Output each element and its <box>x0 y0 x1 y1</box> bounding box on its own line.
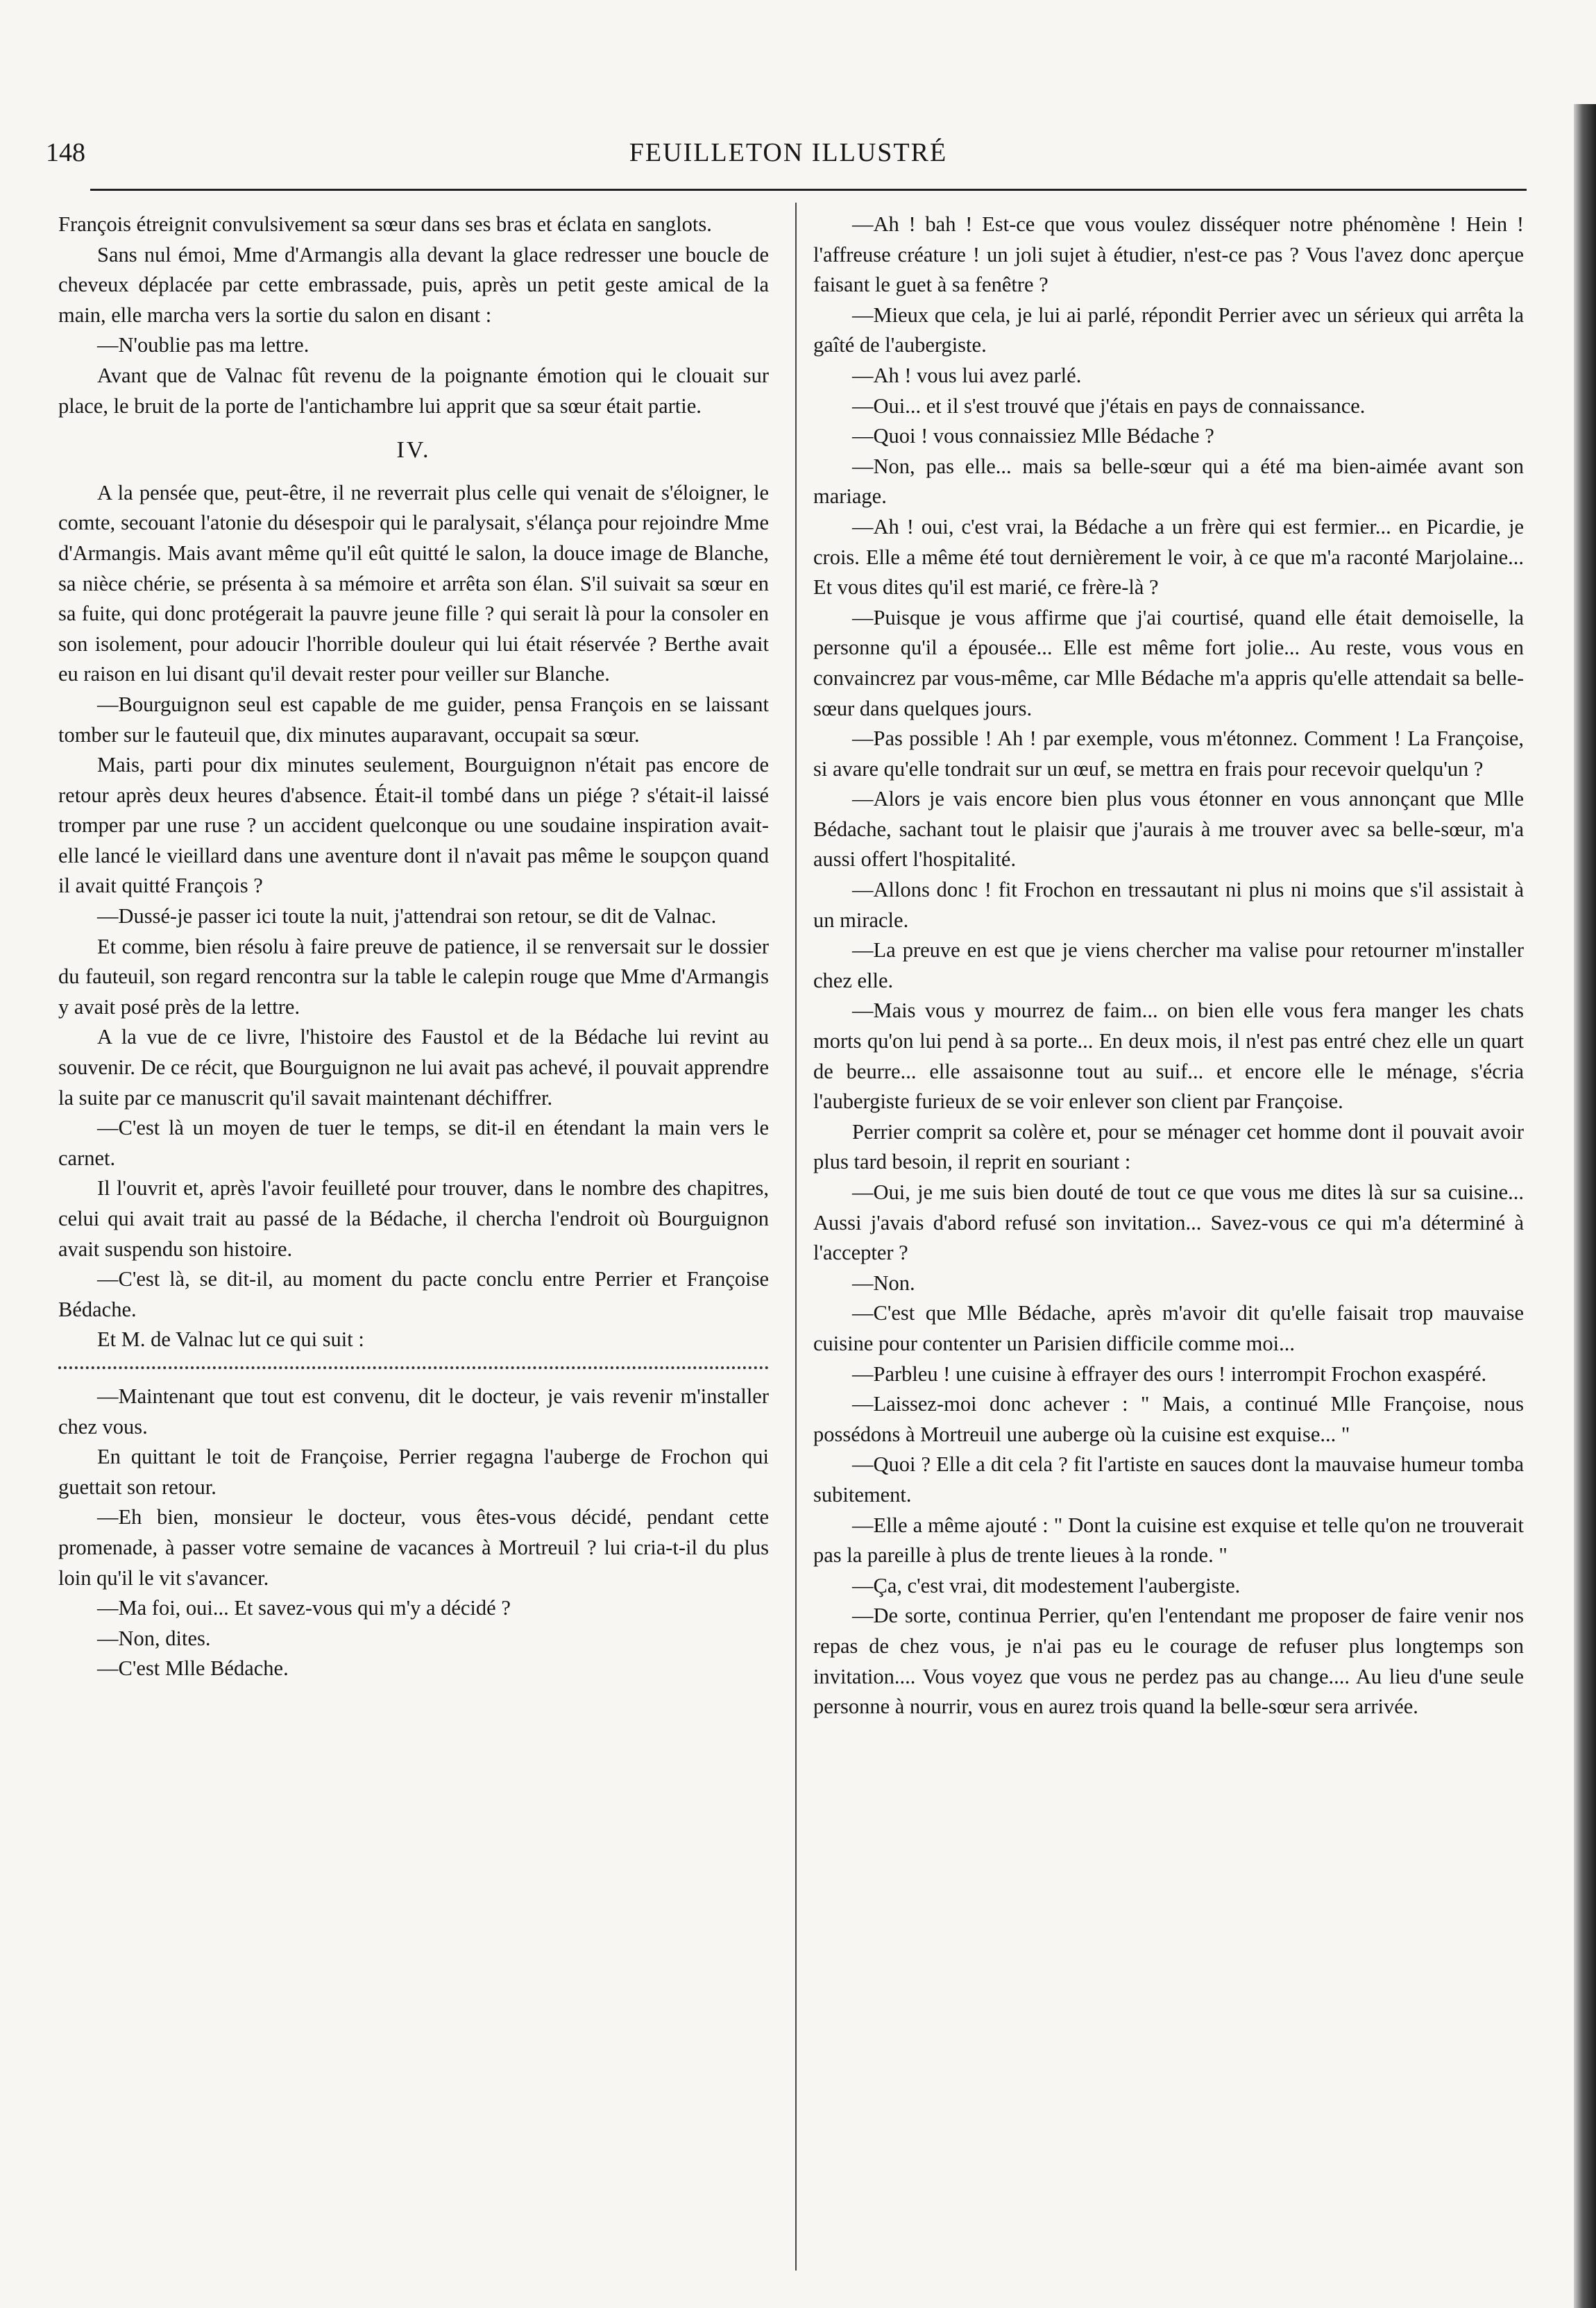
paragraph: —Mais vous y mourrez de faim... on bien elle vous fera manger les chats morts qu'on lui pend à sa porte... En deux mois, il n'est pas entré chez elle un quart de beurre... elle assaisonne tout au suif... et encore elle le ménage, s'écria l'aubergiste furieux de se voir enlever son client par Françoise. <box>813 999 1524 1114</box>
paragraph: —La preuve en est que je viens chercher ma valise pour retourner m'installer chez elle. <box>813 938 1524 992</box>
paragraph: —Ma foi, oui... Et savez-vous qui m'y a décidé ? <box>97 1596 511 1620</box>
paragraph: A la pensée que, peut-être, il ne reverrait plus celle qui venait de s'éloigner, le comte, secouant l'atonie du désespoir qui le paralysait, s'élança pour rejoindre Mme d'Armangis. Mais avant même qu'il eût quitté le salon, la douce image de Blanche, sa nièce chérie, se présenta à sa mémoire et arrêta son élan. S'il suivait sa sœur en sa fuite, qui donc protégerait la pauvre jeune fille ? qui serait là pour la consoler en son isolement, pour adoucir l'horrible douleur qui lui était réservée ? Berthe avait eu raison en lui disant qu'il devait rester pour veiller sur Blanche. <box>58 480 769 686</box>
paragraph: —Quoi ! vous connaissiez Mlle Bédache ? <box>852 424 1214 448</box>
paragraph: —De sorte, continua Perrier, qu'en l'entendant me proposer de faire venir nos repas de chez vous, je n'ai pas eu le courage de refuser plus longtemps son invitation.... Vous voyez que vous ne perdez pas au change.... Au lieu d'une seule personne à nourrir, vous en aurez trois quand la belle-sœur sera arrivée. <box>813 1604 1524 1719</box>
paragraph: —Mieux que cela, je lui ai parlé, répondit Perrier avec un sérieux qui arrêta la gaîté de l'aubergiste. <box>813 303 1524 357</box>
column-divider <box>795 203 797 2271</box>
paragraph: Perrier comprit sa colère et, pour se ménager cet homme dont il pouvait avoir plus tard besoin, il reprit en souriant : <box>813 1119 1524 1174</box>
paragraph: —Ça, c'est vrai, dit modestement l'aubergiste. <box>852 1573 1241 1597</box>
paragraph: Mais, parti pour dix minutes seulement, Bourguignon n'était pas encore de retour après deux heures d'absence. Était-il tombé dans un piége ? s'était-il laissé tromper par une ruse ? un accident quelconque ou une soudaine inspiration avait-elle lancé le vieillard dans une aventure dont il n'avait pas même le soupçon quand il avait quitté François ? <box>58 753 769 898</box>
paragraph: A la vue de ce livre, l'histoire des Faustol et de la Bédache lui revint au souvenir. De ce récit, que Bourguignon ne lui avait pas achevé, il pouvait apprendre la suite par ce manuscrit qu'il savait maintenant déchiffrer. <box>58 1025 769 1110</box>
paragraph: Sans nul émoi, Mme d'Armangis alla devant la glace redresser une boucle de cheveux déplacée par cette embrassade, puis, après un petit geste amical de la main, elle marcha vers la sortie du salon en disant : <box>58 242 769 327</box>
paragraph: —C'est que Mlle Bédache, après m'avoir dit qu'elle faisait trop mauvaise cuisine pour contenter un Parisien difficile comme moi... <box>813 1301 1524 1355</box>
paragraph: —Alors je vais encore bien plus vous étonner en vous annonçant que Mlle Bédache, sachant tout le plaisir que j'aurais à me trouver avec sa belle-sœur, m'a aussi offert l'hospitalité. <box>813 787 1524 872</box>
paragraph: —Ah ! vous lui avez parlé. <box>852 363 1082 387</box>
paragraph: —Non. <box>852 1271 915 1295</box>
header-rule <box>90 189 1527 191</box>
page-header <box>46 137 1531 179</box>
paragraph: —Laissez-moi donc achever : " Mais, a continué Mlle Françoise, nous possédons à Mortreuil une auberge où la cuisine est exquise... " <box>813 1392 1524 1446</box>
left-column <box>58 210 769 1684</box>
paragraph: Avant que de Valnac fût revenu de la poignante émotion qui le clouait sur place, le bruit de la porte de l'antichambre lui apprit que sa sœur était partie. <box>58 363 769 418</box>
scan-edge-shadow <box>1574 104 1596 2308</box>
paragraph: —N'oublie pas ma lettre. <box>97 333 309 357</box>
paragraph: —Oui... et il s'est trouvé que j'étais en pays de connaissance. <box>852 393 1366 418</box>
paragraph: —Pas possible ! Ah ! par exemple, vous m'étonnez. Comment ! La Françoise, si avare qu'elle tondrait sur un œuf, se mettra en frais pour recevoir quelqu'un ? <box>813 727 1524 781</box>
paragraph: —Elle a même ajouté : " Dont la cuisine est exquise et telle qu'on ne trouverait pas la pareille à plus de trente lieues à la ronde. " <box>813 1513 1524 1568</box>
paragraph: Et M. de Valnac lut ce qui suit : <box>97 1327 364 1352</box>
dotted-separator <box>58 1366 769 1369</box>
page-number: 148 <box>46 138 85 167</box>
paragraph: —Puisque je vous affirme que j'ai courtisé, quand elle était demoiselle, la personne qu'il a épousée... Elle est même fort jolie... Au reste, vous vous en convaincrez par vous-même, car Mlle Bédache m'a appris qu'elle attendait sa belle-sœur dans quelques jours. <box>813 605 1524 720</box>
paragraph: —Bourguignon seul est capable de me guider, pensa François en se laissant tomber sur le fauteuil que, dix minutes auparavant, occupait sa sœur. <box>58 692 769 747</box>
section-heading: IV. <box>396 437 431 464</box>
paragraph: François étreignit convulsivement sa sœur dans ses bras et éclata en sanglots. <box>58 212 712 236</box>
paragraph: —Eh bien, monsieur le docteur, vous êtes-vous décidé, pendant cette promenade, à passer votre semaine de vacances à Mortreuil ? lui cria-t-il du plus loin qu'il le vit s'avancer. <box>58 1505 769 1590</box>
paragraph: —Oui, je me suis bien douté de tout ce que vous me dites là sur sa cuisine... Aussi j'avais d'abord refusé son invitation... Savez-vous ce qui m'a déterminé à l'accepter ? <box>813 1180 1524 1265</box>
paragraph: —Maintenant que tout est convenu, dit le docteur, je vais revenir m'installer chez vous. <box>58 1384 769 1439</box>
right-column <box>813 210 1524 1722</box>
running-title: FEUILLETON ILLUSTRÉ <box>629 138 948 167</box>
paragraph: Et comme, bien résolu à faire preuve de patience, il se renversait sur le dossier du fauteuil, son regard rencontra sur la table le calepin rouge que Mme d'Armangis y avait posé près de la lettre. <box>58 934 769 1019</box>
paragraph: En quittant le toit de Françoise, Perrier regagna l'auberge de Frochon qui guettait son retour. <box>58 1445 769 1499</box>
paragraph: —C'est là un moyen de tuer le temps, se dit-il en étendant la main vers le carnet. <box>58 1116 769 1170</box>
paragraph: —C'est là, se dit-il, au moment du pacte conclu entre Perrier et Françoise Bédache. <box>58 1267 769 1321</box>
paragraph: —Quoi ? Elle a dit cela ? fit l'artiste en sauces dont la mauvaise humeur tomba subitement. <box>813 1452 1524 1507</box>
paragraph: —C'est Mlle Bédache. <box>97 1656 289 1681</box>
paragraph: —Allons donc ! fit Frochon en tressautant ni plus ni moins que s'il assistait à un miracle. <box>813 878 1524 932</box>
paragraph: —Non, dites. <box>97 1626 211 1650</box>
paragraph: —Non, pas elle... mais sa belle-sœur qui a été ma bien-aimée avant son mariage. <box>813 454 1524 509</box>
paragraph: —Ah ! bah ! Est-ce que vous voulez disséquer notre phénomène ! Hein ! l'affreuse créature ! un joli sujet à étudier, n'est-ce pas ? Vous l'avez donc aperçue faisant le guet à sa fenêtre ? <box>813 212 1524 297</box>
paragraph: Il l'ouvrit et, après l'avoir feuilleté pour trouver, dans le nombre des chapitres, celui qui avait trait au passé de la Bédache, il chercha l'endroit où Bourguignon avait suspendu son histoire. <box>58 1176 769 1261</box>
paragraph: —Ah ! oui, c'est vrai, la Bédache a un frère qui est fermier... en Picardie, je crois. Elle a même été tout dernièrement le voir, à ce que m'a raconté Marjolaine... Et vous dites qu'il est marié, ce frère-là ? <box>813 514 1524 600</box>
paragraph: —Parbleu ! une cuisine à effrayer des ours ! interrompit Frochon exaspéré. <box>852 1361 1487 1386</box>
paragraph: —Dussé-je passer ici toute la nuit, j'attendrai son retour, se dit de Valnac. <box>97 904 717 928</box>
